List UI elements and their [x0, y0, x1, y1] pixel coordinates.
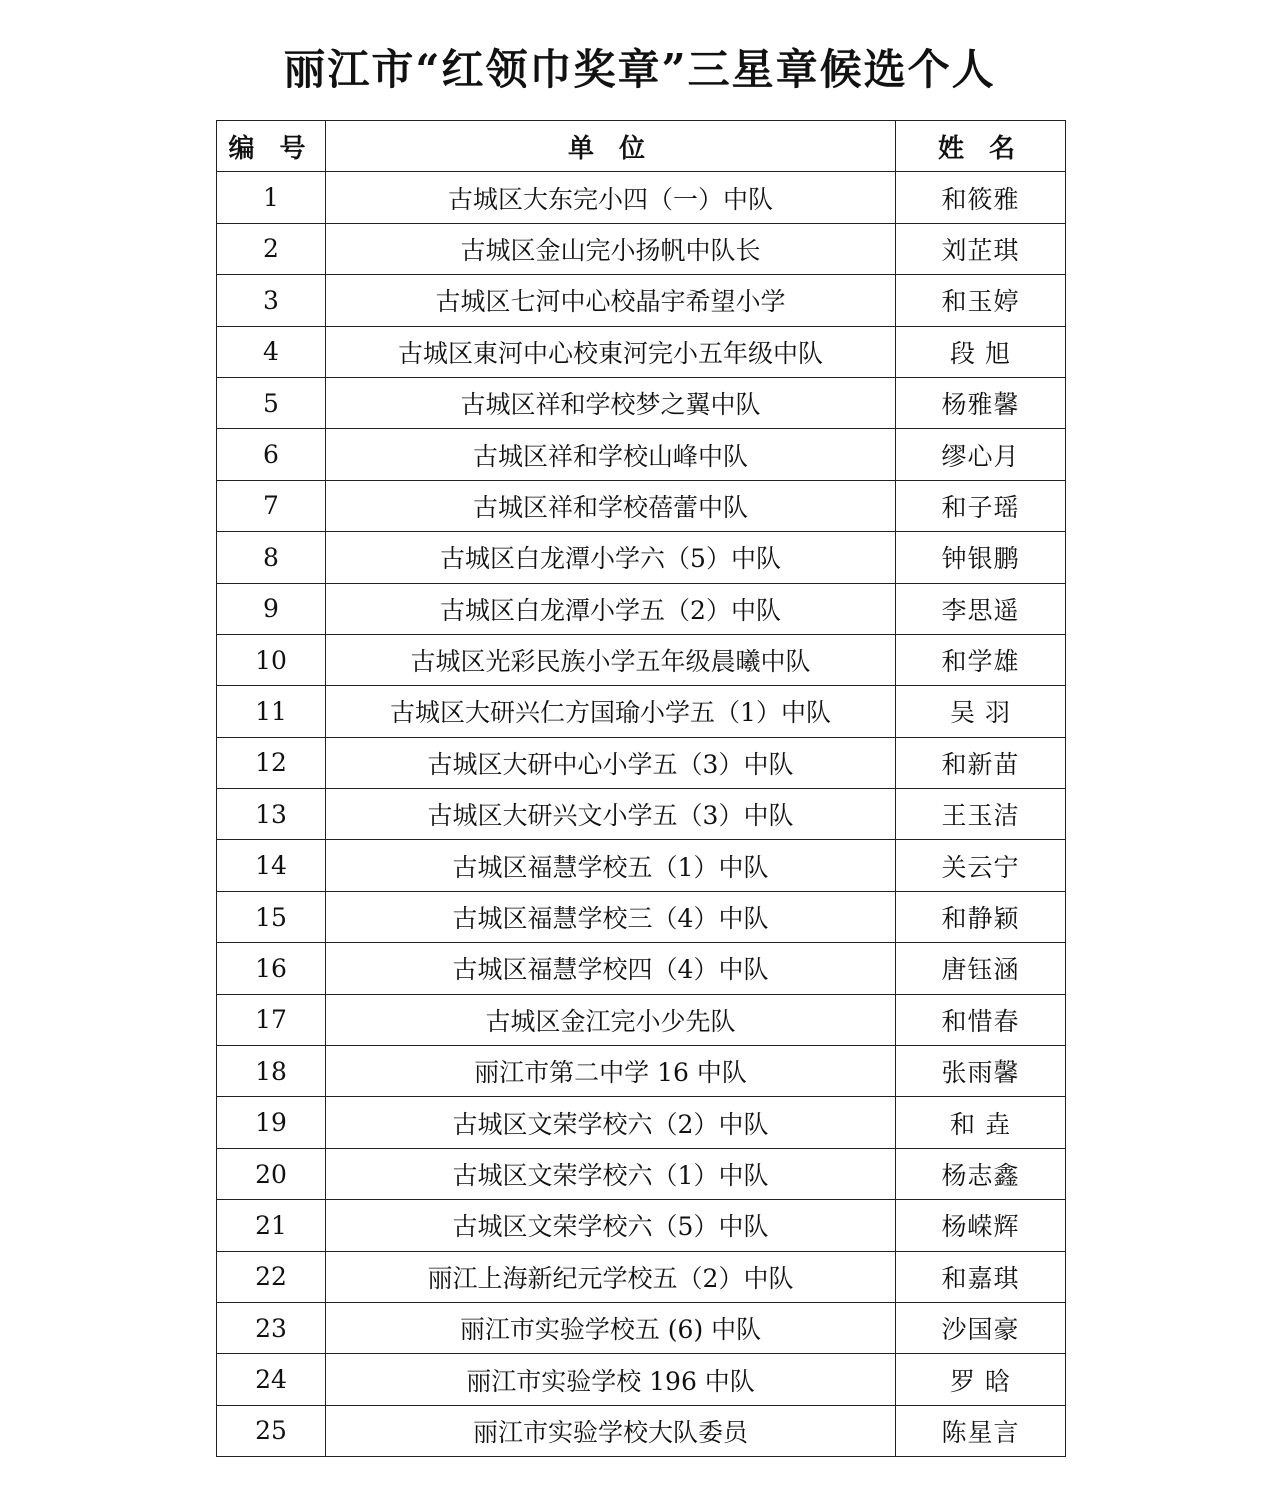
row-unit: 丽江市实验学校五 (6) 中队 — [326, 1302, 896, 1353]
table-row — [217, 789, 1066, 840]
column-header-unit: 单 位 — [326, 121, 896, 172]
row-unit: 古城区大研中心小学五（3）中队 — [326, 737, 896, 788]
row-person-name: 钟银鹏 — [896, 532, 1066, 583]
row-unit: 古城区祥和学校山峰中队 — [326, 429, 896, 480]
row-unit: 古城区福慧学校四（4）中队 — [326, 943, 896, 994]
row-number: 6 — [217, 429, 326, 480]
table-row — [217, 326, 1066, 377]
row-person-name: 唐钰涵 — [896, 943, 1066, 994]
table-row — [217, 943, 1066, 994]
row-number: 14 — [217, 840, 326, 891]
row-person-name: 罗 晗 — [896, 1354, 1066, 1405]
candidate-table — [216, 120, 1066, 1457]
row-number: 19 — [217, 1097, 326, 1148]
row-person-name: 和 垚 — [896, 1097, 1066, 1148]
row-unit: 古城区七河中心校晶宇希望小学 — [326, 275, 896, 326]
row-person-name: 王玉洁 — [896, 789, 1066, 840]
row-person-name: 和新苗 — [896, 737, 1066, 788]
row-person-name: 吴 羽 — [896, 686, 1066, 737]
row-person-name: 陈星言 — [896, 1405, 1066, 1456]
row-person-name: 段 旭 — [896, 326, 1066, 377]
row-unit: 古城区文荣学校六（5）中队 — [326, 1200, 896, 1251]
row-unit: 古城区大研兴仁方国瑜小学五（1）中队 — [326, 686, 896, 737]
table-row — [217, 891, 1066, 942]
row-number: 16 — [217, 943, 326, 994]
table-row — [217, 1046, 1066, 1097]
table-row — [217, 686, 1066, 737]
row-person-name: 刘芷琪 — [896, 223, 1066, 274]
row-unit: 古城区祥和学校梦之翼中队 — [326, 377, 896, 428]
column-header-number: 编 号 — [217, 121, 326, 172]
row-unit: 古城区祥和学校蓓蕾中队 — [326, 480, 896, 531]
table-row — [217, 583, 1066, 634]
row-unit: 古城区白龙潭小学六（5）中队 — [326, 532, 896, 583]
row-person-name: 杨雅馨 — [896, 377, 1066, 428]
row-number: 23 — [217, 1302, 326, 1353]
table-row — [217, 275, 1066, 326]
table-header-row — [217, 121, 1066, 172]
table-row — [217, 1302, 1066, 1353]
row-unit: 丽江市实验学校大队委员 — [326, 1405, 896, 1456]
table-row — [217, 172, 1066, 223]
row-number: 2 — [217, 223, 326, 274]
table-row — [217, 223, 1066, 274]
row-number: 20 — [217, 1148, 326, 1199]
row-person-name: 沙国豪 — [896, 1302, 1066, 1353]
table-row — [217, 1200, 1066, 1251]
row-number: 11 — [217, 686, 326, 737]
row-number: 22 — [217, 1251, 326, 1302]
row-person-name: 和筱雅 — [896, 172, 1066, 223]
table-row — [217, 1405, 1066, 1456]
row-person-name: 李思遥 — [896, 583, 1066, 634]
row-person-name: 杨志鑫 — [896, 1148, 1066, 1199]
row-unit: 古城区文荣学校六（1）中队 — [326, 1148, 896, 1199]
row-unit: 古城区金江完小少先队 — [326, 994, 896, 1045]
table-row — [217, 377, 1066, 428]
row-unit: 丽江市第二中学 16 中队 — [326, 1046, 896, 1097]
row-number: 24 — [217, 1354, 326, 1405]
table-row — [217, 737, 1066, 788]
row-unit: 古城区東河中心校東河完小五年级中队 — [326, 326, 896, 377]
row-person-name: 张雨馨 — [896, 1046, 1066, 1097]
row-number: 25 — [217, 1405, 326, 1456]
row-number: 12 — [217, 737, 326, 788]
row-number: 1 — [217, 172, 326, 223]
row-number: 8 — [217, 532, 326, 583]
row-person-name: 关云宁 — [896, 840, 1066, 891]
table-row — [217, 1097, 1066, 1148]
row-number: 9 — [217, 583, 326, 634]
row-unit: 古城区大东完小四（一）中队 — [326, 172, 896, 223]
row-number: 21 — [217, 1200, 326, 1251]
row-person-name: 和子瑶 — [896, 480, 1066, 531]
row-unit: 古城区福慧学校三（4）中队 — [326, 891, 896, 942]
row-unit: 古城区金山完小扬帆中队长 — [326, 223, 896, 274]
row-unit: 古城区光彩民族小学五年级晨曦中队 — [326, 634, 896, 685]
table-row — [217, 1354, 1066, 1405]
row-person-name: 和嘉琪 — [896, 1251, 1066, 1302]
row-unit: 古城区白龙潭小学五（2）中队 — [326, 583, 896, 634]
row-unit: 古城区文荣学校六（2）中队 — [326, 1097, 896, 1148]
row-unit: 丽江上海新纪元学校五（2）中队 — [326, 1251, 896, 1302]
row-unit: 古城区福慧学校五（1）中队 — [326, 840, 896, 891]
row-person-name: 和静颖 — [896, 891, 1066, 942]
row-person-name: 杨嵘辉 — [896, 1200, 1066, 1251]
page-title: 丽江市“红领巾奖章”三星章候选个人 — [283, 45, 996, 94]
row-unit: 古城区大研兴文小学五（3）中队 — [326, 789, 896, 840]
table-body — [217, 172, 1066, 1457]
table-row — [217, 429, 1066, 480]
row-number: 5 — [217, 377, 326, 428]
row-person-name: 缪心月 — [896, 429, 1066, 480]
row-person-name: 和惜春 — [896, 994, 1066, 1045]
row-person-name: 和玉婷 — [896, 275, 1066, 326]
row-person-name: 和学雄 — [896, 634, 1066, 685]
row-number: 3 — [217, 275, 326, 326]
table-row — [217, 994, 1066, 1045]
table-row — [217, 1251, 1066, 1302]
row-number: 18 — [217, 1046, 326, 1097]
row-number: 15 — [217, 891, 326, 942]
row-number: 7 — [217, 480, 326, 531]
table-row — [217, 840, 1066, 891]
row-number: 10 — [217, 634, 326, 685]
column-header-name: 姓 名 — [896, 121, 1066, 172]
row-number: 13 — [217, 789, 326, 840]
row-unit: 丽江市实验学校 196 中队 — [326, 1354, 896, 1405]
row-number: 17 — [217, 994, 326, 1045]
row-number: 4 — [217, 326, 326, 377]
table-row — [217, 480, 1066, 531]
table-row — [217, 532, 1066, 583]
table-row — [217, 1148, 1066, 1199]
table-row — [217, 634, 1066, 685]
